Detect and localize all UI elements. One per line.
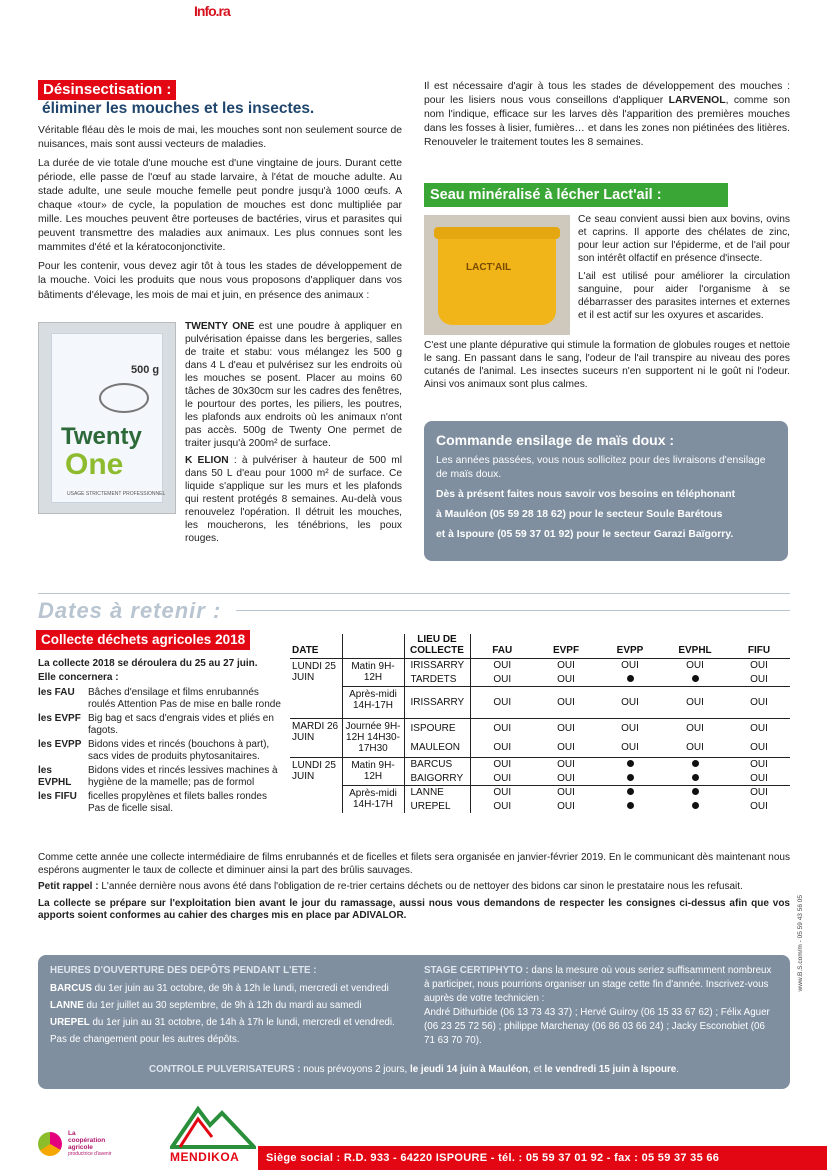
depot-name: UREPEL xyxy=(50,1017,90,1028)
collecte-title xyxy=(36,630,250,650)
product-description: est une poudre à appliquer en pulvérisation épaisse dans les bergeries, salles de traite et stabu: vous mélangez les 500 g dans 4 L d'eau et pulvérisez sur les endroits où les mouches se posent. Placer au moins 60 tâches de 30x30cm sur les cadres des fenêtres, le pourtour des portes, les piliers, les poutres, les plafonds aux endroits où les animaux n'ont pas accès. 500g de Twenty One permet de traiter jusqu'à 200m² de surface. xyxy=(185,321,402,449)
coop-logo-text: productrice d'avenir xyxy=(68,1151,112,1157)
text: , et xyxy=(528,1064,545,1075)
table-value-cell: OUI xyxy=(598,687,662,719)
coop-logo xyxy=(38,1128,138,1164)
lactail-text-side xyxy=(578,213,790,327)
paragraph: Ce seau convient aussi bien aux bovins, ovins et caprins. Il apporte des chélates de zinc, pour leur action sur l'épiderme, et de l'ail pour son intérêt olfactif en présence d'insecte. xyxy=(578,214,790,264)
table-value-cell: OUI xyxy=(686,742,704,753)
waste-description: Bidons vides et rincés lessives machines à hygiène de la mamelle; pas de formol xyxy=(88,765,278,788)
table-header-cell: EVPF xyxy=(534,634,598,659)
collecte-table xyxy=(290,634,790,813)
stage-title: STAGE CERTIPHYTO : xyxy=(424,965,529,976)
table-header-cell: FIFU xyxy=(728,634,790,659)
article-desinsectisation xyxy=(38,80,402,308)
table-row xyxy=(290,687,790,719)
header-tab-label: Info.ra xyxy=(194,3,230,19)
waste-category: les EVPP xyxy=(38,739,82,750)
article-title-blue: éliminer les mouches et les insectes. xyxy=(42,100,315,117)
fly-illustration xyxy=(99,383,149,413)
table-value-cell: OUI xyxy=(662,719,728,739)
table-lieu-cell: BAIGORRY xyxy=(404,772,470,786)
vertical-credit: www.B.S.com/m - 05 59 43 56 05 xyxy=(797,895,804,992)
twenty-one-text xyxy=(185,320,402,550)
waste-item xyxy=(38,687,283,713)
paragraph: La collecte se prépare sur l'exploitation bien avant le jour du ramassage, aussi nous vous demandons de respecter les consignes ci-dessus afin que vos apports soient conformes au cahier des charges mis en place par ADIVALOR. xyxy=(38,897,790,921)
table-value-cell: OUI xyxy=(621,742,639,753)
waste-description: ficelles propylènes et filets balles rondes Pas de ficelle sisal. xyxy=(88,791,267,814)
table-value-cell xyxy=(598,772,662,786)
header-bar xyxy=(0,0,827,18)
box-bold-line: à Mauléon (05 59 28 18 62) pour le secteur Soule Barétous xyxy=(436,509,723,521)
paragraph: Comme cette année une collecte intermédiaire de films enrubannés et de ficelles et filets sera organisée en janvier-février 2019. En le communicant dès maintenant nous espérons augmenter le taux de collecte et diminuer ainsi la part des brûlis sauvages. xyxy=(38,852,790,876)
dates-title: Dates à retenir : xyxy=(38,598,222,623)
stage-names: André Dithurbide (06 13 73 43 37) ; Hervé Guiroy (06 15 33 67 62) ; Félix Aguer (06 23 25 72 56) ; philippe Marchenay (06 86 03 66 24) ; Jacky Esconobiet (06 71 63 70 70). xyxy=(424,1007,770,1046)
lactail-title: Seau minéralisé à lécher Lact'ail : xyxy=(424,183,728,207)
paragraph: C'est une plante dépurative qui stimule la formation de globules rouges et nettoie le sang. En passant dans le sang, l'odeur de l'ail transpire au niveau des pores cutanés de l'animal. Les insectes suceurs n'en supportent ni le goût ni l'odeur. Ainsi vos animaux sont plus calmes. xyxy=(424,340,790,390)
table-value-cell xyxy=(662,673,728,687)
table-row xyxy=(290,758,790,772)
dot-marker xyxy=(627,788,634,795)
depot-name: LANNE xyxy=(50,1000,84,1011)
table-lieu-cell: LANNE xyxy=(404,786,470,800)
table-value-cell: OUI xyxy=(470,659,534,673)
table-value-cell: OUI xyxy=(557,772,575,784)
waste-item xyxy=(38,765,283,791)
table-value-cell xyxy=(598,786,662,800)
table-time-cell: Après-midi 14H-17H xyxy=(342,687,404,719)
collecte-table-wrap xyxy=(290,634,790,813)
footer-address: Siège social : R.D. 933 - 64220 ISPOURE - tél. : 05 59 37 01 92 - fax : 05 59 37 35 66 xyxy=(258,1146,827,1170)
waste-list xyxy=(38,687,283,817)
table-value-cell: OUI xyxy=(470,719,534,739)
dot-marker xyxy=(692,788,699,795)
table-value-cell: OUI xyxy=(750,800,768,812)
table-value-cell: OUI xyxy=(728,786,790,800)
table-lieu-cell: IRISSARRY xyxy=(404,659,470,673)
table-lieu-cell: IRISSARRY xyxy=(404,687,470,719)
waste-description: Bidons vides et rincés (bouchons à part), sacs vides de produits phytosanitaires. xyxy=(88,739,270,762)
text: , comme son nom l'indique, efficace sur les larves dès l'apparition des premières mouches dans les fosses à lisier, fumières… et dans les zones non piétinées des litières. Renouveler le traitement toutes les 8 semaines. xyxy=(424,95,790,149)
collecte-title-label: Collecte déchets agricoles 2018 xyxy=(36,630,250,650)
depot-hours: du 1er juillet au 30 septembre, de 9h à 12h du mardi au samedi xyxy=(83,1000,362,1011)
product-brand-1: Twenty xyxy=(61,423,142,450)
twenty-one-product-image xyxy=(38,322,176,514)
paragraph: La durée de vie totale d'une mouche est d'une vingtaine de jours. Durant cette période, elle passe de l'œuf au stade larvaire, à l'état de mouche adulte. Au stade adulte, une seule mouche femelle peut pondre jusqu'à 1000 œufs. A chaque «tour» de cycle, la population de mouches est donc multipliée par mille. Les mouches peuvent être porteuses de bactéries, virus et parasites qui peuvent transmettre des maladies aux animaux. Les plus connues sont les mammites d'été et la kératoconjonctivite. xyxy=(38,158,402,254)
table-value-cell: OUI xyxy=(557,800,575,812)
text: L'année dernière nous avons été dans l'obligation de re-trier certains déchets ou de nettoyer des bidons car sinon le prestataire nous les refusait. xyxy=(98,881,743,892)
table-lieu-cell: ISPOURE xyxy=(404,719,470,739)
dot-marker xyxy=(692,774,699,781)
table-value-cell: OUI xyxy=(598,719,662,739)
paragraph: Pour les contenir, vous devez agir tôt à tous les stades de développement de la mouche. Voici les produits que nous vous proposons d'appliquer dans vos bâtiments d'élevage, les mois de mai et juin, en présence des animaux : xyxy=(38,261,402,301)
table-value-cell xyxy=(598,673,662,687)
article-title-red: Désinsectisation : xyxy=(38,80,176,100)
lactail-bucket-image xyxy=(424,215,570,335)
mendikoa-logo-text: MENDIKOA xyxy=(170,1150,240,1164)
table-value-cell xyxy=(598,800,662,813)
coop-logo-text: coopération xyxy=(68,1137,106,1144)
product-description: : à pulvériser à hauteur de 500 ml dans 50 L d'eau pour 1000 m² de surface. Ce liquide s'applique sur les murs et les plafonds qui restent protégés 8 semaines. Au-delà vous renouvelez l'opération. Il détruit les mouches, les moucherons, les ténébrions, les poux rouges. xyxy=(185,455,402,544)
text: le vendredi 15 juin à Ispoure xyxy=(544,1064,677,1075)
table-value-cell xyxy=(662,772,728,786)
table-value-cell xyxy=(662,800,728,813)
horaires-title: HEURES D'OUVERTURE DES DEPÔTS PENDANT L'ETE : xyxy=(50,965,317,976)
info-box xyxy=(38,955,790,1089)
text: le jeudi 14 juin à Mauléon xyxy=(409,1064,529,1075)
table-value-cell: OUI xyxy=(750,673,768,685)
depot-hours: du 1er juin au 31 octobre, de 9h à 12h le lundi, mercredi et vendredi xyxy=(91,983,389,994)
product-name: LARVENOL xyxy=(668,95,726,107)
table-value-cell xyxy=(662,758,728,772)
table-value-cell: OUI xyxy=(557,742,575,753)
depot-hours: du 1er juin au 31 octobre, de 14h à 17h le lundi, mercredi et vendredi. xyxy=(89,1017,395,1028)
table-value-cell: OUI xyxy=(686,660,704,672)
text: . xyxy=(676,1064,679,1075)
paragraph: L'ail est utilisé pour améliorer la circulation sanguine, pour aider l'organisme à se débarrasser des parasites internes et externes et il est actif sur les oxyures et ascarides. xyxy=(578,271,790,321)
table-value-cell: OUI xyxy=(534,786,598,800)
collecte-concern-text: Elle concernera : xyxy=(38,671,119,683)
paragraph: Véritable fléau dès le mois de mai, les mouches sont non seulement source de nuisances, mais sont aussi vecteurs de maladies. xyxy=(38,125,402,151)
bucket-label: LACT'AIL xyxy=(466,262,512,273)
header-tab xyxy=(192,5,257,18)
mais-doux-box xyxy=(424,421,788,561)
table-row xyxy=(290,719,790,739)
table-value-cell: OUI xyxy=(728,758,790,772)
table-lieu-cell: BARCUS xyxy=(404,758,470,772)
depot-name: BARCUS xyxy=(50,983,92,994)
table-value-cell: OUI xyxy=(750,772,768,784)
waste-category: les FAU xyxy=(38,687,75,698)
coop-logo-text: agricole xyxy=(68,1144,93,1151)
box-bold-line: Dès à présent faites nous savoir vos besoins en téléphonant xyxy=(436,488,736,500)
table-lieu-cell: UREPEL xyxy=(404,800,470,813)
dot-marker xyxy=(692,760,699,767)
dot-marker xyxy=(692,802,699,809)
waste-category: les FIFU xyxy=(38,791,77,802)
table-header-cell: LIEU DE COLLECTE xyxy=(404,634,470,659)
table-header-cell: DATE xyxy=(290,634,342,659)
dot-marker xyxy=(627,760,634,767)
paragraph: Les années passées, vous nous sollicitez pour des livraisons d'ensilage de maïs doux. xyxy=(436,454,766,480)
product-weight: 500 g xyxy=(131,364,160,376)
table-time-cell: Après-midi 14H-17H xyxy=(342,786,404,814)
coop-logo-icon xyxy=(38,1132,62,1156)
table-value-cell xyxy=(662,786,728,800)
product-name: TWENTY ONE xyxy=(185,321,255,332)
table-value-cell: OUI xyxy=(470,786,534,800)
dot-marker xyxy=(627,802,634,809)
table-header-cell xyxy=(342,634,404,659)
table-header-cell: EVPHL xyxy=(662,634,728,659)
table-value-cell: OUI xyxy=(534,758,598,772)
table-time-cell: Journée 9H-12H 14H30-17H30 xyxy=(342,719,404,758)
table-lieu-cell: TARDETS xyxy=(404,673,470,687)
waste-category: les EVPF xyxy=(38,713,81,724)
table-value-cell: OUI xyxy=(750,742,768,753)
waste-category: les EVPHL xyxy=(38,765,72,788)
product-brand-2: One xyxy=(65,448,124,481)
table-value-cell: OUI xyxy=(557,660,575,672)
table-date-cell: MARDI 26 JUIN xyxy=(290,719,342,758)
table-value-cell: OUI xyxy=(621,660,639,672)
table-header-cell: EVPP xyxy=(598,634,662,659)
mountain-icon xyxy=(170,1103,256,1149)
table-value-cell: OUI xyxy=(470,800,534,813)
table-value-cell: OUI xyxy=(534,719,598,739)
table-row xyxy=(290,659,790,673)
table-header-cell: FAU xyxy=(470,634,534,659)
dot-marker xyxy=(692,675,699,682)
dot-marker xyxy=(627,774,634,781)
table-time-cell: Matin 9H-12H xyxy=(342,659,404,687)
waste-description: Big bag et sacs d'engrais vides et pliés en fagots. xyxy=(88,713,274,736)
label: Petit rappel : xyxy=(38,881,99,892)
table-value-cell: OUI xyxy=(728,687,790,719)
text: Il est nécessaire d'agir à tous les stades de développement des mouches : pour les lisiers nous vous conseillons d'appliquer xyxy=(424,81,790,107)
box-bold-line: et à Ispoure (05 59 37 01 92) pour le secteur Garazi Baïgorry. xyxy=(436,529,734,541)
table-value-cell: OUI xyxy=(750,660,768,672)
table-value-cell: OUI xyxy=(662,687,728,719)
table-time-cell: Matin 9H-12H xyxy=(342,758,404,786)
table-date-cell: LUNDI 25 JUIN xyxy=(290,758,342,814)
table-value-cell: OUI xyxy=(470,772,534,786)
table-value-cell: OUI xyxy=(470,758,534,772)
ctrl-title: CONTROLE PULVERISATEURS : xyxy=(149,1064,301,1075)
waste-description: Bâches d'ensilage et films enrubannés roulés Attention Pas de mise en balle ronde xyxy=(88,687,281,710)
table-value-cell: OUI xyxy=(470,738,534,758)
larvenol-paragraph xyxy=(424,80,790,155)
collecte-date-text: La collecte 2018 se déroulera du 25 au 27 juin. xyxy=(38,658,258,669)
table-row xyxy=(290,786,790,800)
lactail-text-full xyxy=(424,339,790,396)
table-value-cell: OUI xyxy=(534,687,598,719)
waste-item xyxy=(38,791,283,817)
table-value-cell: OUI xyxy=(728,719,790,739)
dot-marker xyxy=(627,675,634,682)
stage-text: dans la mesure où vous seriez suffisamment nombreux à participer, nous pourrions organiser un stage cette fin d'année. Inscrivez-vous auprès de votre technicien : xyxy=(424,965,772,1004)
waste-item xyxy=(38,739,283,765)
table-date-cell: LUNDI 25 JUIN xyxy=(292,661,336,683)
table-lieu-cell: MAULEON xyxy=(404,738,470,758)
divider xyxy=(38,593,790,594)
box-title: Commande ensilage de maïs doux : xyxy=(436,432,675,448)
table-value-cell: OUI xyxy=(557,673,575,685)
text: nous prévoyons 2 jours, xyxy=(300,1064,410,1075)
table-value-cell: OUI xyxy=(470,687,534,719)
product-note: USAGE STRICTEMENT PROFESSIONNEL xyxy=(67,491,166,497)
table-value-cell xyxy=(598,758,662,772)
divider xyxy=(236,610,790,611)
depot-other: Pas de changement pour les autres dépôts. xyxy=(50,1034,240,1045)
waste-item xyxy=(38,713,283,739)
product-name: K ELION xyxy=(185,455,229,466)
mendikoa-logo xyxy=(170,1103,256,1165)
coop-logo-text: La xyxy=(68,1130,76,1137)
collecte-intro xyxy=(38,657,283,817)
table-value-cell: OUI xyxy=(470,673,534,687)
collecte-notes xyxy=(38,852,790,928)
